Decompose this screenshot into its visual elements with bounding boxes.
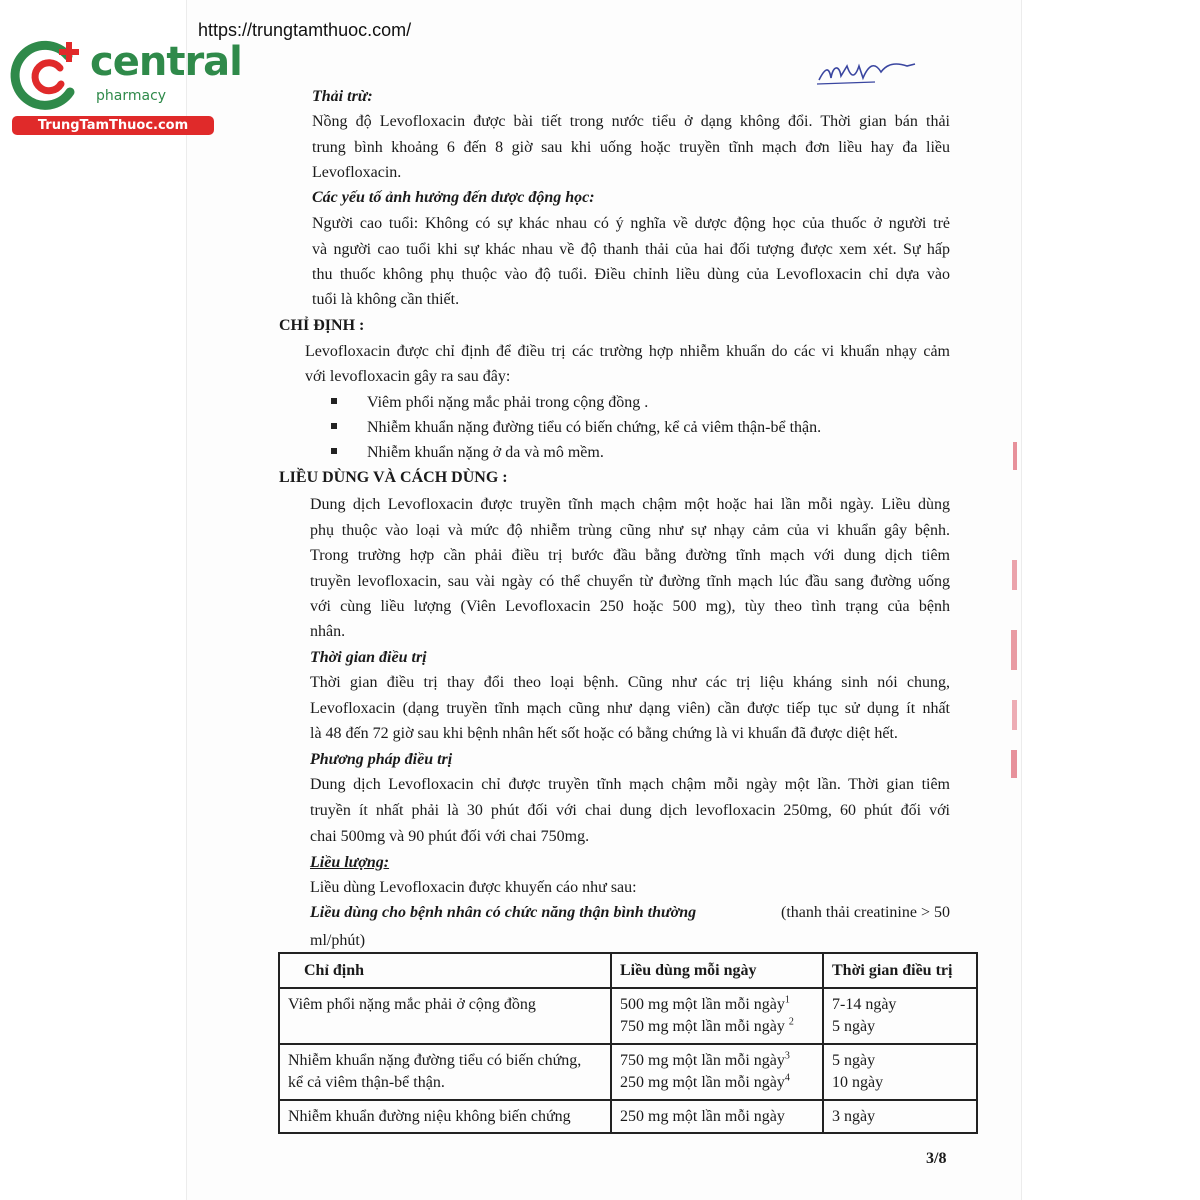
dose-text: 250 mg một lần mỗi ngày — [620, 1108, 785, 1125]
dosage-line: Dung dịch Levofloxacin được truyền tĩnh mạch chậm một hoặc hai lần mỗi ngày. Liều dùng — [310, 496, 950, 513]
duration-value: 7-14 ngày — [832, 996, 897, 1013]
dose-table — [278, 952, 978, 1134]
table-header-dose: Liều dùng mỗi ngày — [611, 953, 823, 988]
dose-text: 750 mg một lần mỗi ngày — [620, 1052, 785, 1069]
table-row — [279, 1100, 977, 1133]
elimination-heading: Thải trừ: — [312, 88, 373, 105]
table-cell-indication — [279, 988, 611, 1044]
footnote-ref: 2 — [788, 1016, 794, 1028]
factors-line: thu thuốc không phụ thuộc vào độ tuổi. Điều chỉnh liều dùng của Levofloxacin chỉ dựa vào — [312, 266, 950, 283]
table-cell-indication — [279, 1044, 611, 1100]
indications-line: Levofloxacin được chỉ định để điều trị các trường hợp nhiễm khuẩn do các vi khuẩn nhạy cảm — [305, 343, 950, 360]
dose-text: 250 mg một lần mỗi ngày — [620, 1074, 785, 1091]
logo-domain-bar: TrungTamThuoc.com — [12, 116, 214, 135]
method-line: chai 500mg và 90 phút đối với chai 750mg. — [310, 828, 590, 845]
dosage-line: phụ thuộc vào loại và mức độ nhiễm trùng cũng như sự nhạy cảm của vi khuẩn gây bệnh. — [310, 522, 950, 539]
duration-value: 10 ngày — [832, 1074, 884, 1091]
duration-value: 3 ngày — [832, 1108, 876, 1125]
dose-line — [620, 1106, 816, 1128]
method-heading: Phương pháp điều trị — [310, 751, 453, 768]
table-cell-duration — [823, 988, 977, 1044]
dose-line — [620, 994, 816, 1016]
indication-bullet-item: Viêm phổi nặng mắc phải trong cộng đồng . — [367, 394, 649, 411]
elimination-line: Nồng độ Levofloxacin được bài tiết trong nước tiểu ở dạng không đổi. Thời gian bán thải — [312, 113, 950, 130]
method-line: Dung dịch Levofloxacin chỉ được truyền tĩnh mạch chậm mỗi ngày một lần. Thời gian tiêm — [310, 776, 950, 793]
table-row — [279, 988, 977, 1044]
dosage-line: nhân. — [310, 623, 346, 640]
indications-heading: CHỈ ĐỊNH : — [279, 317, 365, 334]
footnote-ref: 1 — [784, 994, 790, 1006]
dose-text: 500 mg một lần mỗi ngày — [620, 996, 785, 1013]
indications-line: với levofloxacin gây ra sau đây: — [305, 368, 511, 385]
table-header-duration: Thời gian điều trị — [823, 953, 977, 988]
table-cell-indication — [279, 1100, 611, 1133]
factors-line: và người cao tuổi khi sự khác nhau về độ thanh thải của hai đối tượng được xem xét. Sự hấp — [312, 241, 950, 258]
normal-renal-cont: ml/phút) — [310, 932, 366, 949]
dosage-line: truyền levofloxacin, sau vài ngày có thể chuyển từ đường tĩnh mạch lúc đầu sang đường uống — [310, 573, 950, 590]
dose-line — [620, 1072, 816, 1094]
indication-text: kể cả viêm thận-bể thận. — [288, 1074, 445, 1091]
indication-bullet-item: Nhiễm khuẩn nặng ở da và mô mềm. — [367, 444, 604, 461]
logo-sub-text: pharmacy — [96, 88, 167, 104]
table-cell-duration — [823, 1044, 977, 1100]
duration-line: là 48 đến 72 giờ sau khi bệnh nhân hết sốt hoặc có bằng chứng là vi khuẩn đã được diệt hết. — [310, 725, 898, 742]
dosage-line: với cùng liều lượng (Viên Levofloxacin 250 hoặc 500 mg), tùy theo tình trạng của bệnh — [310, 598, 950, 615]
duration-line: Thời gian điều trị thay đổi theo loại bệnh. Cũng như các trị liệu kháng sinh nói chung, — [310, 674, 950, 691]
table-header-indication: Chỉ định — [279, 953, 611, 988]
normal-renal-rest: (thanh thải creatinine > 50 — [781, 904, 950, 921]
bullet-icon — [331, 423, 337, 429]
table-row — [279, 1044, 977, 1100]
factors-heading: Các yếu tố ảnh hưởng đến dược động học: — [312, 189, 595, 206]
duration-value: 5 ngày — [832, 1018, 876, 1035]
dose-line — [620, 1016, 816, 1038]
duration-value: 5 ngày — [832, 1052, 876, 1069]
duration-line: Levofloxacin (dạng truyền tĩnh mạch cũng như dạng viên) cần được tiếp tục sử dụng ít nhất — [310, 700, 950, 717]
footnote-ref: 4 — [784, 1072, 790, 1084]
doses-heading: Liều lượng: — [310, 854, 390, 871]
dosage-line: Trong trường hợp cần phải điều trị bước đầu bằng đường tĩnh mạch với dung dịch tiêm — [310, 547, 950, 564]
page-number: 3/8 — [926, 1150, 947, 1167]
bullet-icon — [331, 398, 337, 404]
bullet-icon — [331, 448, 337, 454]
table-header-row — [279, 953, 977, 988]
table-cell-dose — [611, 1100, 823, 1133]
indication-text: Nhiễm khuẩn đường niệu không biến chứng — [288, 1108, 571, 1125]
indication-text: Viêm phổi nặng mắc phải ở cộng đồng — [288, 996, 536, 1013]
doses-intro: Liều dùng Levofloxacin được khuyến cáo như sau: — [310, 879, 637, 896]
elimination-line: trung bình khoảng 6 đến 8 giờ sau khi uống hoặc truyền tĩnh mạch đơn liều hay đa liều — [312, 139, 950, 156]
dose-text: 750 mg một lần mỗi ngày — [620, 1018, 789, 1035]
elimination-line: Levofloxacin. — [312, 164, 402, 181]
table-cell-dose — [611, 988, 823, 1044]
table-cell-dose — [611, 1044, 823, 1100]
method-line: truyền ít nhất phải là 30 phút đối với chai dung dịch levofloxacin 250mg, 60 phút đối với — [310, 802, 950, 819]
factors-line: Người cao tuổi: Không có sự khác nhau có ý nghĩa về dược động học của thuốc ở người trẻ — [312, 215, 950, 232]
dosage-heading: LIỀU DÙNG VÀ CÁCH DÙNG : — [279, 469, 508, 486]
normal-renal-line — [310, 903, 950, 923]
normal-renal-bold: Liều dùng cho bệnh nhân có chức năng thận bình thường — [310, 904, 697, 921]
dose-line — [620, 1050, 816, 1072]
table-cell-duration — [823, 1100, 977, 1133]
factors-line: tuổi là không cần thiết. — [312, 291, 460, 308]
indication-bullet-item: Nhiễm khuẩn nặng đường tiểu có biến chứng, kể cả viêm thận-bể thận. — [367, 419, 822, 436]
duration-heading: Thời gian điều trị — [310, 649, 427, 666]
indication-text: Nhiễm khuẩn nặng đường tiểu có biến chứng, — [288, 1052, 582, 1069]
footnote-ref: 3 — [784, 1050, 790, 1062]
logo-brand-text: central — [90, 39, 242, 85]
source-url[interactable]: https://trungtamthuoc.com/ — [198, 20, 412, 40]
